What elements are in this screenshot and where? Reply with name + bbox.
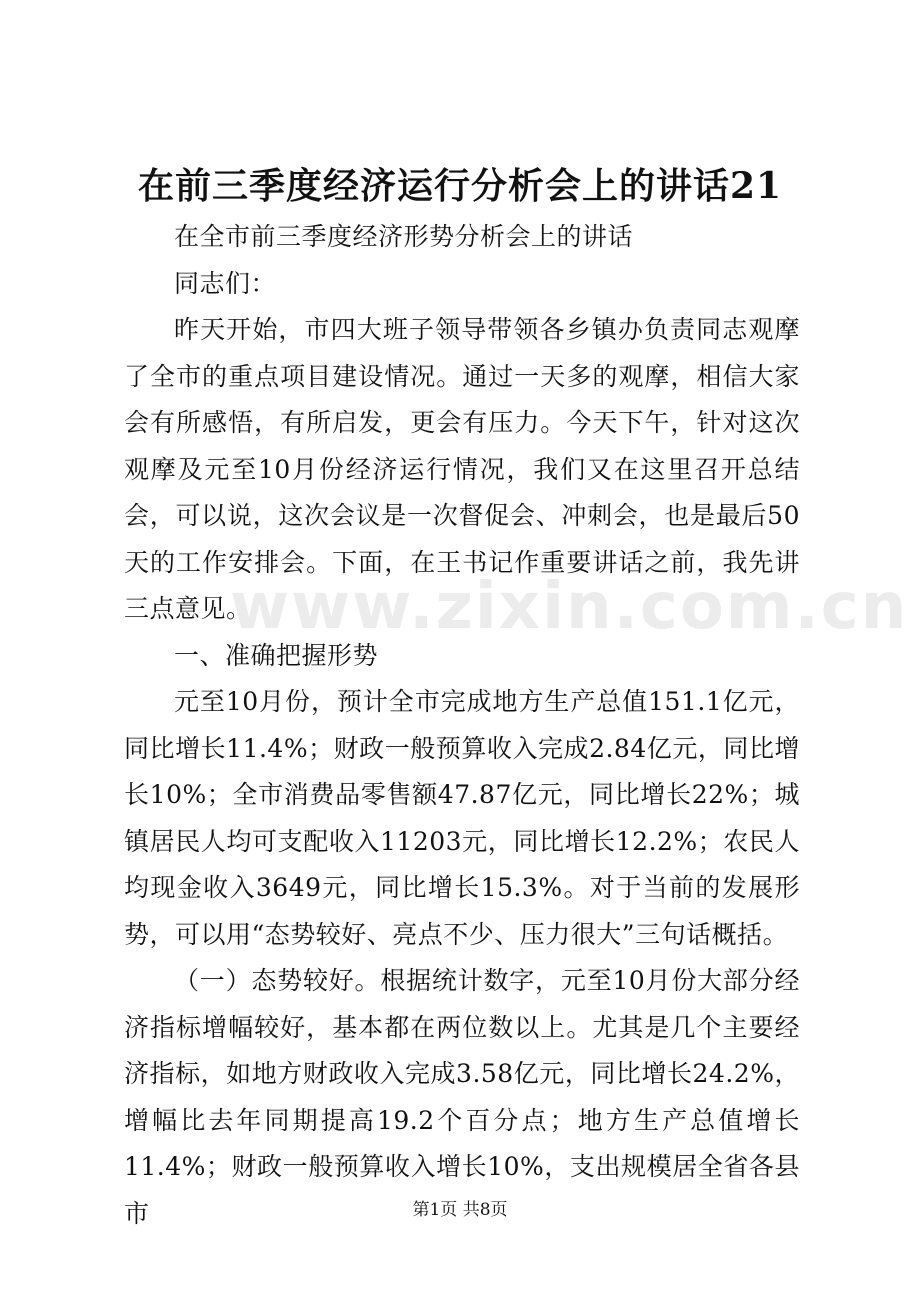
document-title: 在前三季度经济运行分析会上的讲话21 xyxy=(137,165,783,207)
watermark: www.zixin.com.cn xyxy=(230,570,909,644)
salutation-paragraph: 同志们： xyxy=(174,268,277,298)
document-body xyxy=(124,214,909,1237)
section-heading: 一、准确把握形势 xyxy=(174,640,379,670)
body-paragraph: （一）态势较好。根据统计数字，元至10月份大部分经济指标增幅较好，基本都在两位数以上。尤其是几个主要经济指标，如地方财政收入完成3.58亿元，同比增长24.2%，增幅比去年同期提高19.2个百分点；地方生产总值增长11.4%；财政一般预算收入增长10%，支出规模居全省各县市 xyxy=(124,966,800,1228)
page-footer: 第1页 共8页 xyxy=(412,1200,508,1220)
body-paragraph: 昨天开始，市四大班子领导带领各乡镇办负责同志观摩了全市的重点项目建设情况。通过一天多的观摩，相信大家会有所感悟，有所启发，更会有压力。今天下午，针对这次观摩及元至10月份经济运行情况，我们又在这里召开总结会，可以说，这次会议是一次督促会、冲刺会，也是最后50天的工作安排会。下面，在王书记作重要讲话之前，我先讲三点意见。 xyxy=(124,315,800,623)
body-paragraph: 元至10月份，预计全市完成地方生产总值151.1亿元，同比增长11.4%；财政一般预算收入完成2.84亿元，同比增长10%；全市消费品零售额47.87亿元，同比增长22%；城镇居民人均可支配收入11203元，同比增长12.2%；农民人均现金收入3649元，同比增长15.3%。对于当前的发展形势，可以用“态势较好、亮点不少、压力很大”三句话概括。 xyxy=(124,687,800,949)
subtitle-paragraph: 在全市前三季度经济形势分析会上的讲话 xyxy=(174,222,634,251)
